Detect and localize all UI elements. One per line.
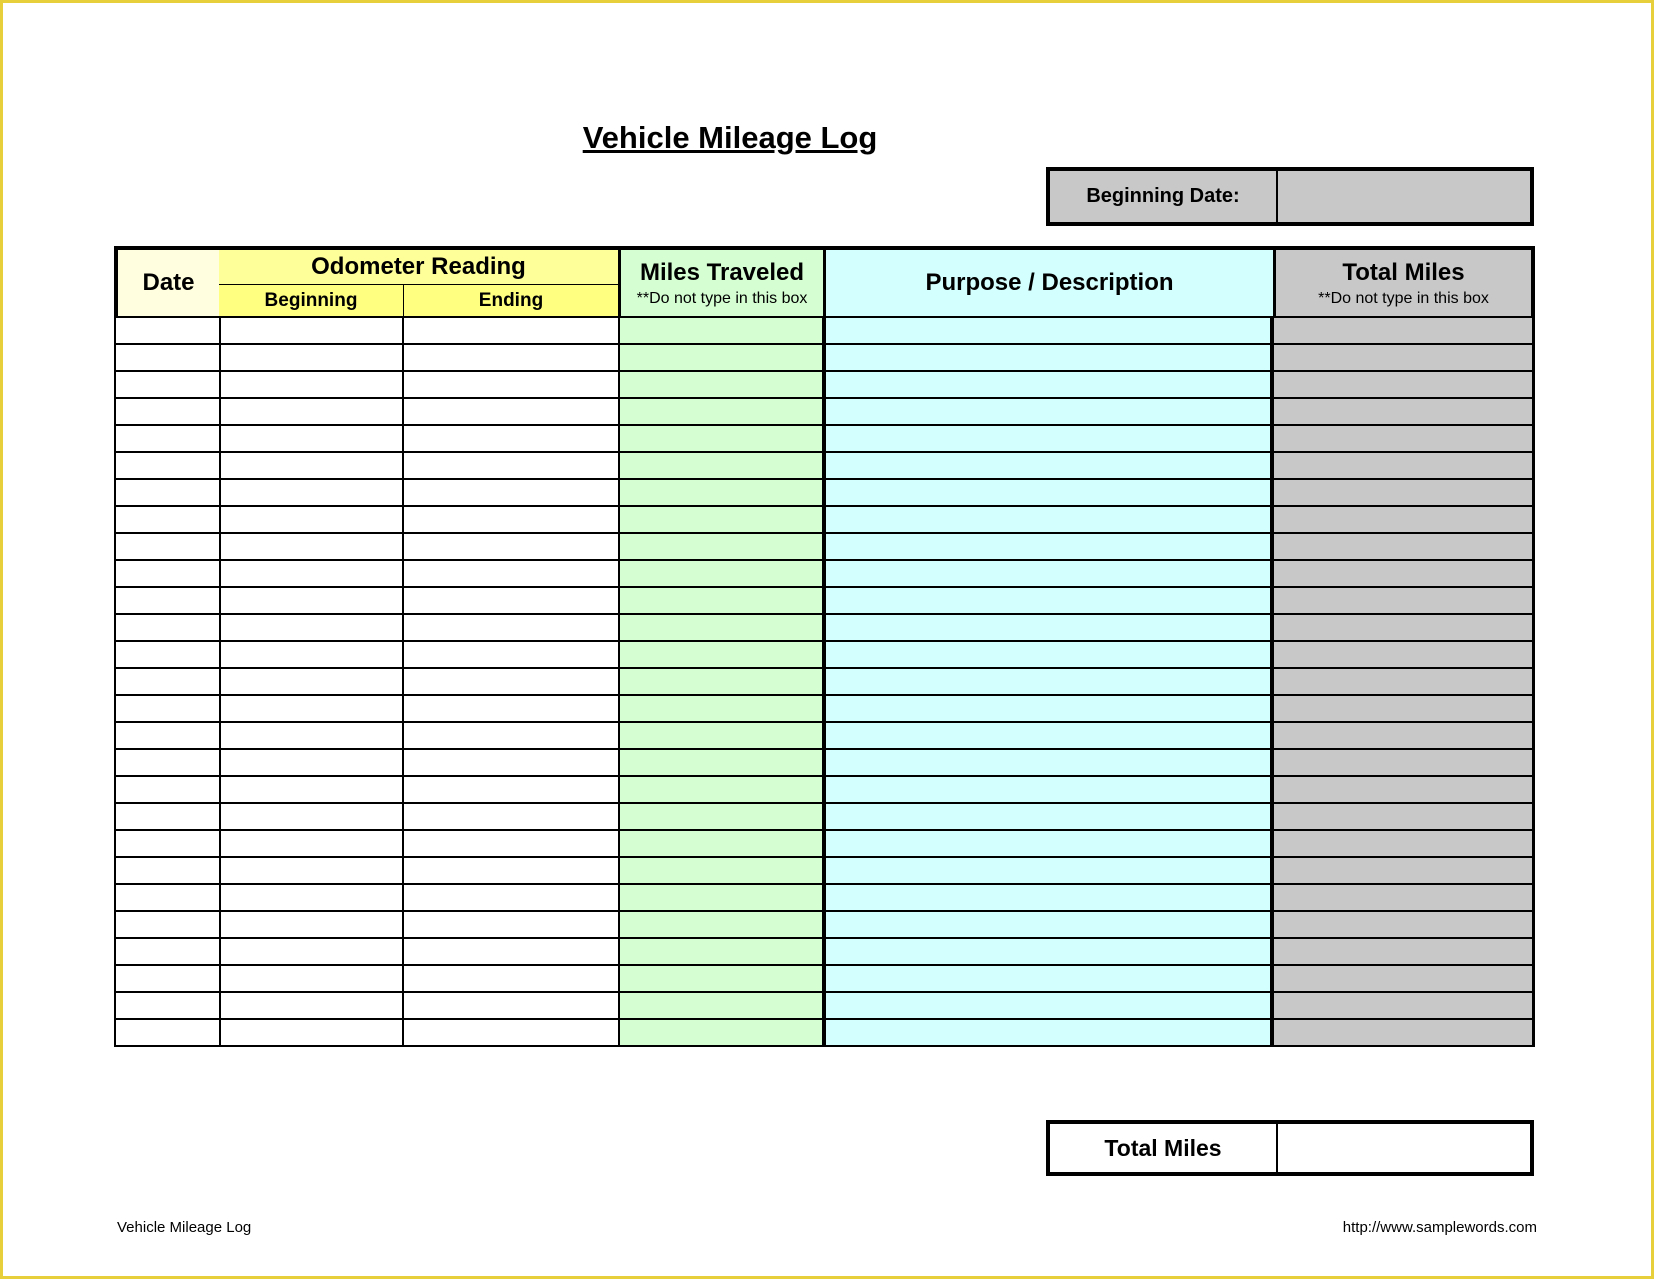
odometer-beginning-cell[interactable] <box>221 777 404 804</box>
miles-traveled-cell <box>620 723 826 750</box>
date-cell[interactable] <box>114 318 221 345</box>
purpose-cell[interactable] <box>826 858 1274 885</box>
total-miles-cell <box>1274 615 1535 642</box>
header-miles-label: Miles Traveled <box>639 258 805 286</box>
date-cell[interactable] <box>114 696 221 723</box>
total-miles-cell <box>1274 561 1535 588</box>
miles-traveled-cell <box>620 885 826 912</box>
header-ending-label: Ending <box>478 289 544 311</box>
total-miles-cell <box>1274 1020 1535 1047</box>
odometer-ending-cell[interactable] <box>404 939 620 966</box>
header-total-label: Total Miles <box>1342 258 1465 286</box>
odometer-ending-cell[interactable] <box>404 993 620 1020</box>
header-date-label: Date <box>142 269 195 296</box>
purpose-cell[interactable] <box>826 1020 1274 1047</box>
table-row <box>114 939 1535 966</box>
total-miles-cell <box>1274 318 1535 345</box>
header-total-miles <box>1276 246 1535 320</box>
odometer-beginning-cell[interactable] <box>221 615 404 642</box>
table-row <box>114 750 1535 777</box>
odometer-ending-cell[interactable] <box>404 885 620 912</box>
odometer-ending-cell[interactable] <box>404 507 620 534</box>
table-row <box>114 777 1535 804</box>
miles-traveled-cell <box>620 561 826 588</box>
total-miles-cell <box>1274 885 1535 912</box>
purpose-cell[interactable] <box>826 696 1274 723</box>
table-row <box>114 480 1535 507</box>
total-miles-cell <box>1274 804 1535 831</box>
date-cell[interactable] <box>114 534 221 561</box>
miles-traveled-cell <box>620 642 826 669</box>
table-row <box>114 993 1535 1020</box>
header-odometer <box>219 246 622 286</box>
odometer-ending-cell[interactable] <box>404 831 620 858</box>
date-cell[interactable] <box>114 723 221 750</box>
odometer-ending-cell[interactable] <box>404 804 620 831</box>
table-row <box>114 723 1535 750</box>
purpose-cell[interactable] <box>826 750 1274 777</box>
total-miles-cell <box>1274 669 1535 696</box>
odometer-ending-cell[interactable] <box>404 777 620 804</box>
odometer-beginning-cell[interactable] <box>221 966 404 993</box>
odometer-beginning-cell[interactable] <box>221 750 404 777</box>
odometer-ending-cell[interactable] <box>404 615 620 642</box>
total-miles-cell <box>1274 399 1535 426</box>
date-cell[interactable] <box>114 588 221 615</box>
date-cell[interactable] <box>114 345 221 372</box>
total-miles-cell <box>1274 858 1535 885</box>
date-cell[interactable] <box>114 453 221 480</box>
purpose-cell[interactable] <box>826 399 1274 426</box>
table-row <box>114 345 1535 372</box>
date-cell[interactable] <box>114 399 221 426</box>
date-cell[interactable] <box>114 993 221 1020</box>
odometer-ending-cell[interactable] <box>404 588 620 615</box>
date-cell[interactable] <box>114 939 221 966</box>
total-miles-cell <box>1274 777 1535 804</box>
total-miles-cell <box>1274 453 1535 480</box>
footer-title: Vehicle Mileage Log <box>117 1219 252 1236</box>
date-cell[interactable] <box>114 615 221 642</box>
odometer-beginning-cell[interactable] <box>221 588 404 615</box>
purpose-cell[interactable] <box>826 426 1274 453</box>
date-cell[interactable] <box>114 669 221 696</box>
odometer-beginning-cell[interactable] <box>221 831 404 858</box>
miles-traveled-cell <box>620 750 826 777</box>
miles-traveled-cell <box>620 345 826 372</box>
table-row <box>114 318 1535 345</box>
miles-traveled-cell <box>620 966 826 993</box>
odometer-beginning-cell[interactable] <box>221 318 404 345</box>
odometer-beginning-cell[interactable] <box>221 480 404 507</box>
odometer-ending-cell[interactable] <box>404 345 620 372</box>
purpose-cell[interactable] <box>826 885 1274 912</box>
miles-traveled-cell <box>620 1020 826 1047</box>
purpose-cell[interactable] <box>826 642 1274 669</box>
odometer-ending-cell[interactable] <box>404 966 620 993</box>
odometer-beginning-cell[interactable] <box>221 912 404 939</box>
header-miles-note: **Do not type in this box <box>636 289 808 307</box>
odometer-ending-cell[interactable] <box>404 912 620 939</box>
odometer-beginning-cell[interactable] <box>221 507 404 534</box>
odometer-ending-cell[interactable] <box>404 669 620 696</box>
table-row <box>114 426 1535 453</box>
odometer-ending-cell[interactable] <box>404 1020 620 1047</box>
odometer-ending-cell[interactable] <box>404 372 620 399</box>
header-beginning-label: Beginning <box>264 289 358 311</box>
date-cell[interactable] <box>114 885 221 912</box>
header-odometer-label: Odometer Reading <box>311 253 526 280</box>
header-purpose <box>826 246 1277 320</box>
date-cell[interactable] <box>114 804 221 831</box>
table-row <box>114 1020 1535 1047</box>
purpose-cell[interactable] <box>826 561 1274 588</box>
log-table <box>114 318 1535 1047</box>
header-date <box>114 246 221 320</box>
purpose-cell[interactable] <box>826 588 1274 615</box>
purpose-cell[interactable] <box>826 507 1274 534</box>
total-miles-cell <box>1274 750 1535 777</box>
total-miles-cell <box>1274 507 1535 534</box>
table-row <box>114 831 1535 858</box>
date-cell[interactable] <box>114 831 221 858</box>
miles-traveled-cell <box>620 372 826 399</box>
odometer-ending-cell[interactable] <box>404 723 620 750</box>
miles-traveled-cell <box>620 399 826 426</box>
footer-url: http://www.samplewords.com <box>1342 1219 1537 1236</box>
purpose-cell[interactable] <box>826 966 1274 993</box>
purpose-cell[interactable] <box>826 993 1274 1020</box>
odometer-beginning-cell[interactable] <box>221 723 404 750</box>
table-row <box>114 642 1535 669</box>
date-cell[interactable] <box>114 966 221 993</box>
total-miles-cell <box>1274 345 1535 372</box>
odometer-beginning-cell[interactable] <box>221 669 404 696</box>
purpose-cell[interactable] <box>826 318 1274 345</box>
total-miles-cell <box>1274 480 1535 507</box>
odometer-ending-cell[interactable] <box>404 642 620 669</box>
purpose-cell[interactable] <box>826 669 1274 696</box>
miles-traveled-cell <box>620 507 826 534</box>
table-row <box>114 858 1535 885</box>
miles-traveled-cell <box>620 912 826 939</box>
odometer-beginning-cell[interactable] <box>221 939 404 966</box>
total-miles-cell <box>1274 993 1535 1020</box>
date-cell[interactable] <box>114 426 221 453</box>
odometer-ending-cell[interactable] <box>404 561 620 588</box>
date-cell[interactable] <box>114 507 221 534</box>
date-cell[interactable] <box>114 912 221 939</box>
miles-traveled-cell <box>620 804 826 831</box>
miles-traveled-cell <box>620 615 826 642</box>
purpose-cell[interactable] <box>826 723 1274 750</box>
miles-traveled-cell <box>620 696 826 723</box>
table-row <box>114 615 1535 642</box>
date-cell[interactable] <box>114 561 221 588</box>
miles-traveled-cell <box>620 426 826 453</box>
odometer-beginning-cell[interactable] <box>221 399 404 426</box>
purpose-cell[interactable] <box>826 615 1274 642</box>
purpose-cell[interactable] <box>826 804 1274 831</box>
odometer-ending-cell[interactable] <box>404 480 620 507</box>
table-row <box>114 885 1535 912</box>
odometer-beginning-cell[interactable] <box>221 426 404 453</box>
total-miles-cell <box>1274 588 1535 615</box>
purpose-cell[interactable] <box>826 480 1274 507</box>
miles-traveled-cell <box>620 453 826 480</box>
header-purpose-label: Purpose / Description <box>925 269 1174 296</box>
table-row <box>114 696 1535 723</box>
date-cell[interactable] <box>114 480 221 507</box>
total-miles-cell <box>1274 966 1535 993</box>
odometer-beginning-cell[interactable] <box>221 696 404 723</box>
miles-traveled-cell <box>620 534 826 561</box>
date-cell[interactable] <box>114 642 221 669</box>
table-row <box>114 399 1535 426</box>
odometer-ending-cell[interactable] <box>404 534 620 561</box>
odometer-ending-cell[interactable] <box>404 858 620 885</box>
total-miles-cell <box>1274 534 1535 561</box>
odometer-beginning-cell[interactable] <box>221 345 404 372</box>
odometer-beginning-cell[interactable] <box>221 885 404 912</box>
odometer-beginning-cell[interactable] <box>221 858 404 885</box>
page-title: Vehicle Mileage Log <box>582 120 878 155</box>
date-cell[interactable] <box>114 858 221 885</box>
purpose-cell[interactable] <box>826 345 1274 372</box>
purpose-cell[interactable] <box>826 534 1274 561</box>
total-miles-cell <box>1274 939 1535 966</box>
miles-traveled-cell <box>620 831 826 858</box>
miles-traveled-cell <box>620 669 826 696</box>
table-row <box>114 669 1535 696</box>
table-row <box>114 966 1535 993</box>
total-miles-cell <box>1274 426 1535 453</box>
miles-traveled-cell <box>620 480 826 507</box>
header-miles-traveled <box>621 246 827 320</box>
purpose-cell[interactable] <box>826 777 1274 804</box>
header-beginning <box>219 285 405 320</box>
purpose-cell[interactable] <box>826 912 1274 939</box>
purpose-cell[interactable] <box>826 939 1274 966</box>
table-row <box>114 912 1535 939</box>
total-miles-cell <box>1274 372 1535 399</box>
odometer-beginning-cell[interactable] <box>221 993 404 1020</box>
purpose-cell[interactable] <box>826 372 1274 399</box>
purpose-cell[interactable] <box>826 453 1274 480</box>
total-miles-cell <box>1274 642 1535 669</box>
miles-traveled-cell <box>620 777 826 804</box>
table-row <box>114 588 1535 615</box>
miles-traveled-cell <box>620 318 826 345</box>
odometer-ending-cell[interactable] <box>404 696 620 723</box>
odometer-beginning-cell[interactable] <box>221 534 404 561</box>
odometer-beginning-cell[interactable] <box>221 453 404 480</box>
table-row <box>114 453 1535 480</box>
odometer-ending-cell[interactable] <box>404 453 620 480</box>
table-row <box>114 372 1535 399</box>
total-miles-cell <box>1274 912 1535 939</box>
total-miles-box <box>1046 1120 1534 1176</box>
header-ending <box>404 285 622 320</box>
date-cell[interactable] <box>114 777 221 804</box>
miles-traveled-cell <box>620 939 826 966</box>
date-cell[interactable] <box>114 372 221 399</box>
beginning-date-box <box>1046 167 1534 226</box>
odometer-ending-cell[interactable] <box>404 399 620 426</box>
odometer-beginning-cell[interactable] <box>221 1020 404 1047</box>
odometer-beginning-cell[interactable] <box>221 561 404 588</box>
odometer-beginning-cell[interactable] <box>221 642 404 669</box>
total-miles-cell <box>1274 696 1535 723</box>
date-cell[interactable] <box>114 1020 221 1047</box>
header-total-note: **Do not type in this box <box>1318 289 1489 307</box>
miles-traveled-cell <box>620 588 826 615</box>
purpose-cell[interactable] <box>826 831 1274 858</box>
odometer-ending-cell[interactable] <box>404 318 620 345</box>
miles-traveled-cell <box>620 993 826 1020</box>
total-miles-cell <box>1274 831 1535 858</box>
beginning-date-field[interactable] <box>1278 171 1530 222</box>
table-row <box>114 804 1535 831</box>
odometer-ending-cell[interactable] <box>404 426 620 453</box>
odometer-beginning-cell[interactable] <box>221 804 404 831</box>
total-miles-cell <box>1274 723 1535 750</box>
table-row <box>114 561 1535 588</box>
total-miles-label: Total Miles <box>1050 1124 1278 1172</box>
miles-traveled-cell <box>620 858 826 885</box>
total-miles-field[interactable] <box>1278 1124 1530 1172</box>
table-row <box>114 534 1535 561</box>
date-cell[interactable] <box>114 750 221 777</box>
table-row <box>114 507 1535 534</box>
beginning-date-label: Beginning Date: <box>1050 171 1278 222</box>
odometer-ending-cell[interactable] <box>404 750 620 777</box>
odometer-beginning-cell[interactable] <box>221 372 404 399</box>
